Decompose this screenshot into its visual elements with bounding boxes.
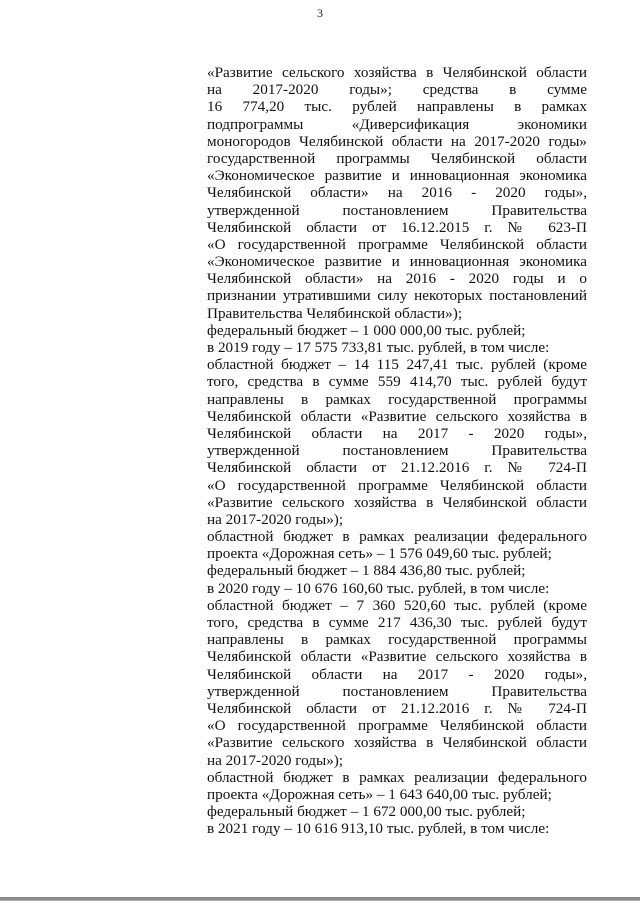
text-line: «Экономическое развитие и инновационная экономика <box>207 253 587 271</box>
text-line: областной бюджет – 7 360 520,60 тыс. рублей (кроме <box>207 596 587 614</box>
text-line: моногородов Челябинской области на 2017-2020 годы» <box>207 132 587 150</box>
text-line: Челябинской области «Развитие сельского хозяйства в <box>207 407 587 425</box>
text-line: «О государственной программе Челябинской области <box>207 235 587 253</box>
text-line: Челябинской области на 2017 - 2020 годы», <box>207 665 587 683</box>
text-line: проекта «Дорожная сеть» – 1 643 640,00 тыс. рублей; <box>207 785 552 803</box>
text-line: утвержденной постановлением Правительства <box>207 201 587 219</box>
text-line: проекта «Дорожная сеть» – 1 576 049,60 тыс. рублей; <box>207 545 552 563</box>
text-line: в 2019 году – 17 575 733,81 тыс. рублей, в том числе: <box>207 339 550 356</box>
text-line: Челябинской области от 16.12.2015 г. № 623-П <box>207 218 587 236</box>
text-line: «О государственной программе Челябинской области <box>207 476 587 494</box>
text-line: «Экономическое развитие и инновационная экономика <box>207 167 587 185</box>
text-line: направлены в рамках государственной программы <box>207 390 587 408</box>
text-line: Челябинской области «Развитие сельского хозяйства в <box>207 648 587 666</box>
document-body <box>207 64 587 837</box>
text-line: того, средства в сумме 217 436,30 тыс. рублей будут <box>207 614 587 631</box>
text-line: федеральный бюджет – 1 884 436,80 тыс. рублей; <box>207 562 526 580</box>
text-line: признании утратившими силу некоторых постановлений <box>207 287 587 305</box>
text-line: государственной программы Челябинской области <box>207 149 587 167</box>
text-line: Челябинской области на 2017 - 2020 годы», <box>207 424 587 442</box>
text-line: 16 774,20 тыс. рублей направлены в рамках <box>207 98 587 116</box>
text-line: подпрограммы «Диверсификация экономики <box>207 115 587 133</box>
text-line: Челябинской области от 21.12.2016 г. № 724-П <box>207 459 587 477</box>
text-line: областной бюджет в рамках реализации федерального <box>207 528 587 546</box>
text-line: областной бюджет – 14 115 247,41 тыс. рублей (кроме <box>207 356 587 374</box>
text-line: Челябинской области от 21.12.2016 г. № 724-П <box>207 699 587 717</box>
text-line: на 2017-2020 годы»); <box>207 751 344 769</box>
text-line: на 2017-2020 годы»; средства в сумме <box>207 81 587 99</box>
text-line: «Развитие сельского хозяйства в Челябинской области <box>207 64 587 81</box>
page-number: 3 <box>317 6 323 20</box>
scan-edge-artifact-lower <box>0 899 640 901</box>
text-line: «О государственной программе Челябинской области <box>207 717 587 735</box>
text-line: на 2017-2020 годы»); <box>207 510 344 528</box>
text-line: Правительства Челябинской области»); <box>207 304 463 322</box>
text-line: направлены в рамках государственной программы <box>207 631 587 649</box>
text-line: федеральный бюджет – 1 000 000,00 тыс. рублей; <box>207 321 526 339</box>
text-line: в 2021 году – 10 616 913,10 тыс. рублей, в том числе: <box>207 820 550 838</box>
text-line: в 2020 году – 10 676 160,60 тыс. рублей, в том числе: <box>207 579 550 597</box>
text-line: утвержденной постановлением Правительства <box>207 682 587 700</box>
text-line: Челябинской области» на 2016 - 2020 годы», <box>207 184 587 202</box>
text-line: Челябинской области» на 2016 - 2020 годы и о <box>207 270 587 288</box>
text-line: утвержденной постановлением Правительства <box>207 442 587 460</box>
text-line: федеральный бюджет – 1 672 000,00 тыс. рублей; <box>207 803 526 821</box>
text-line: «Развитие сельского хозяйства в Челябинской области <box>207 734 587 752</box>
text-line: областной бюджет в рамках реализации федерального <box>207 768 587 786</box>
text-line: того, средства в сумме 559 414,70 тыс. рублей будут <box>207 373 587 391</box>
text-line: «Развитие сельского хозяйства в Челябинской области <box>207 493 587 511</box>
